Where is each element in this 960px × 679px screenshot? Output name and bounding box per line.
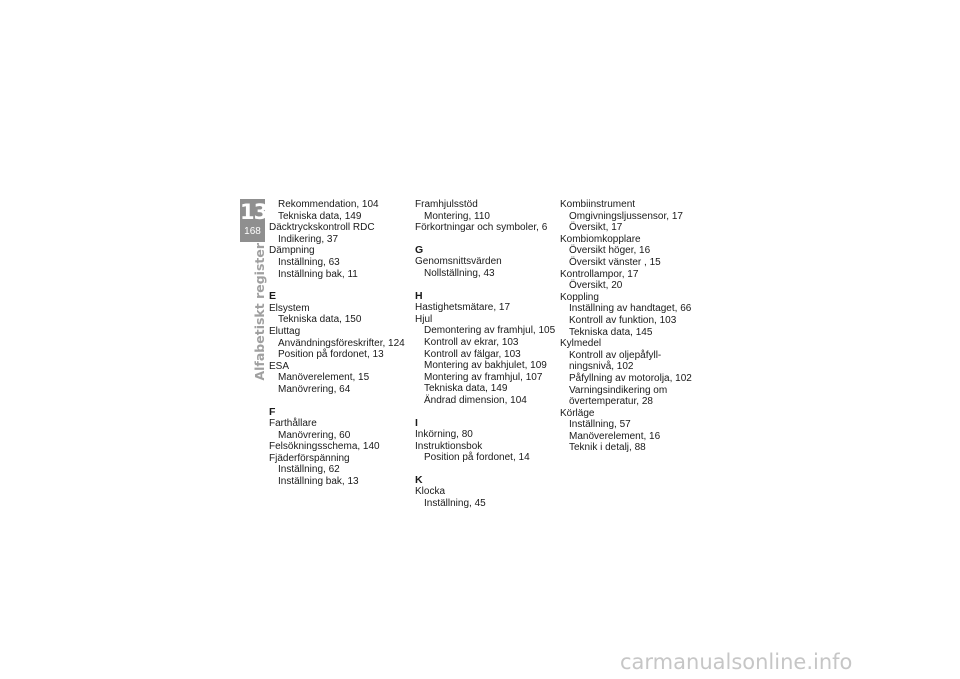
- index-subentry: Översikt höger, 16: [569, 245, 651, 257]
- index-subentry: Översikt, 20: [569, 280, 623, 292]
- index-subentry: Manövrering, 64: [278, 383, 351, 395]
- index-subentry: Indikering, 37: [278, 233, 339, 245]
- index-subentry: ningsnivå, 102: [569, 361, 634, 373]
- index-subentry: Manöverelement, 15: [278, 372, 370, 384]
- index-subentry: Inställning, 62: [278, 464, 340, 476]
- index-subentry: Användningsföreskrifter, 124: [278, 337, 405, 349]
- index-subentry: Inställning, 57: [569, 419, 631, 431]
- page-number: 168: [244, 226, 261, 237]
- index-entry: Hjul: [415, 313, 433, 325]
- index-subentry: Kontroll av funktion, 103: [569, 314, 677, 326]
- index-entry: Däcktryckskontroll RDC: [269, 222, 375, 234]
- index-entry: Framhjulsstöd: [415, 199, 478, 210]
- index-entry: Farthållare: [269, 418, 317, 430]
- index-subentry: Omgivningsljussensor, 17: [569, 210, 683, 222]
- index-letter-heading: G: [415, 243, 424, 256]
- watermark: carmanualsonline.info: [620, 650, 853, 674]
- index-subentry: Manöverelement, 16: [569, 430, 661, 442]
- index-entry: Kontrollampor, 17: [560, 268, 639, 280]
- index-entry: Eluttag: [269, 325, 301, 337]
- index-subentry: Inställning, 63: [278, 256, 340, 268]
- index-entry: Kombiinstrument: [560, 199, 636, 210]
- index-subentry: Manövrering, 60: [278, 429, 351, 441]
- index-subentry: Rekommendation, 104: [278, 199, 379, 210]
- index-entry: Klocka: [415, 486, 446, 498]
- index-subentry: Tekniska data, 149: [424, 383, 508, 395]
- index-subentry: Tekniska data, 149: [278, 210, 362, 222]
- index-entry: Förkortningar och symboler, 6: [415, 222, 548, 234]
- index-subentry: Tekniska data, 150: [278, 314, 362, 326]
- index-subentry: Varningsindikering om: [569, 384, 668, 396]
- index-subentry: Kontroll av fälgar, 103: [424, 348, 521, 360]
- index-letter-heading: I: [415, 416, 418, 429]
- chapter-marker: [240, 199, 268, 242]
- index-subentry: Inställning, 45: [424, 498, 486, 510]
- index-subentry: Montering av framhjul, 107: [424, 371, 543, 383]
- index-entry: Elsystem: [269, 302, 310, 314]
- index-subentry: Nollställning, 43: [424, 267, 495, 279]
- index-subentry: Inställning bak, 11: [278, 268, 358, 280]
- index-letter-heading: K: [415, 473, 423, 486]
- index-entry: Inkörning, 80: [415, 429, 473, 441]
- index-subentry: Kontroll av ekrar, 103: [424, 336, 519, 348]
- index-subentry: Inställning bak, 13: [278, 476, 359, 488]
- index-letter-heading: F: [269, 405, 276, 418]
- index-entry: Koppling: [560, 291, 599, 303]
- index-entry: Körläge: [560, 407, 595, 419]
- index-entry: Fjäderförspänning: [269, 452, 350, 464]
- index-subentry: Position på fordonet, 13: [278, 349, 384, 361]
- index-entry: ESA: [269, 360, 290, 372]
- index-subentry: Position på fordonet, 14: [424, 452, 530, 464]
- index-column-2: [415, 199, 565, 510]
- index-subentry: Översikt, 17: [569, 222, 623, 234]
- index-entry: Kombiomkopplare: [560, 233, 641, 245]
- index-subentry: Översikt vänster , 15: [569, 256, 661, 268]
- index-subentry: Tekniska data, 145: [569, 326, 653, 338]
- section-title: Alfabetiskt register: [252, 243, 267, 381]
- index-subentry: Montering av bakhjulet, 109: [424, 360, 547, 372]
- index-subentry: Kontroll av oljepåfyll-: [569, 349, 662, 361]
- index-subentry: Påfyllning av motorolja, 102: [569, 372, 692, 384]
- index-letter-heading: H: [415, 289, 423, 302]
- index-entry: Instruktionsbok: [415, 440, 483, 452]
- index-subentry: Montering, 110: [424, 210, 490, 222]
- index-column-1: [269, 199, 419, 488]
- index-subentry: Teknik i detalj, 88: [569, 442, 646, 454]
- index-column-3: [560, 199, 710, 454]
- index-letter-heading: E: [269, 290, 277, 303]
- index-subentry: övertemperatur, 28: [569, 396, 653, 408]
- index-entry: Genomsnittsvärden: [415, 256, 502, 268]
- index-entry: Hastighetsmätare, 17: [415, 302, 511, 314]
- index-subentry: Demontering av framhjul, 105: [424, 325, 556, 337]
- index-entry: Felsökningsschema, 140: [269, 441, 380, 453]
- chapter-number: 13: [240, 200, 268, 224]
- index-subentry: Ändrad dimension, 104: [424, 394, 527, 406]
- index-entry: Dämpning: [269, 245, 315, 257]
- index-subentry: Inställning av handtaget, 66: [569, 303, 692, 315]
- index-entry: Kylmedel: [560, 338, 602, 350]
